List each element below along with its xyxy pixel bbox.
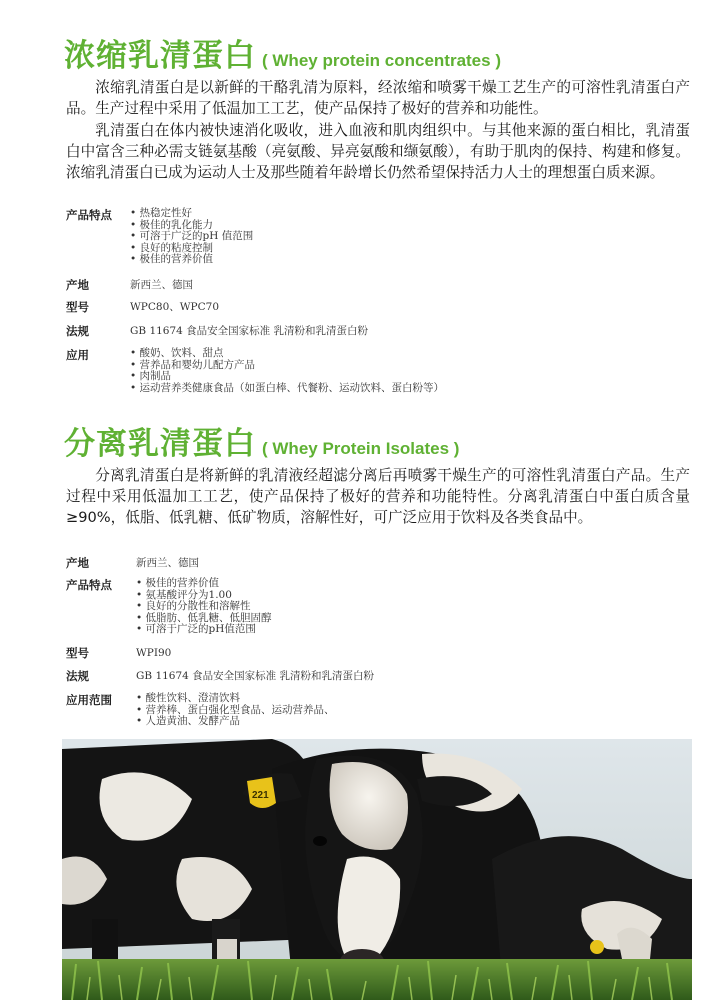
list-item: • 酸性饮料、澄清饮料 [136,693,335,705]
section2-application-row [66,693,335,728]
section1-features-row [66,208,253,266]
section1-model-value: WPC80、WPC70 [130,301,220,313]
list-item: • 肉制品 [130,371,444,383]
list-item: • 营养棒、蛋白强化型食品、运动营养品、 [136,705,335,717]
section2-paragraph: 分离乳清蛋白是将新鲜的乳清液经超滤分离后再喷雾干燥生产的可溶性乳清蛋白产品。生产过程中采用低温加工工艺，使产品保持了极好的营养和功能特性。分离乳清蛋白中蛋白质含量≥90%，低脂、低乳糖、低矿物质，溶解性好，可广泛应用于饮料及各类食品中。 [66,467,690,526]
section2-features-label: 产品特点 [66,578,112,592]
section2-application-label: 应用范围 [66,693,112,707]
list-item: • 营养品和婴幼儿配方产品 [130,360,444,372]
list-item: • 极佳的营养价值 [130,254,253,266]
section1-title-cn: 浓缩乳清蛋白 [64,38,256,74]
list-item: • 人造黄油、发酵产品 [136,716,335,728]
section1-paragraph-1: 浓缩乳清蛋白是以新鲜的干酪乳清为原料，经浓缩和喷雾干燥工艺生产的可溶性乳清蛋白产品。生产过程中采用了低温加工工艺，使产品保持了极好的营养和功能性。 [66,79,690,117]
list-item: • 可溶于广泛的pH 值范围 [130,231,253,243]
section2-regulation-label: 法规 [66,669,89,683]
list-item: • 极佳的乳化能力 [130,220,253,232]
section2-application-list [136,693,335,728]
section2-regulation-value: GB 11674 食品安全国家标准 乳清粉和乳清蛋白粉 [136,670,375,682]
section2-regulation-row [66,669,374,684]
section2-title-en: ( Whey Protein Isolates ) [262,439,460,458]
section1-origin-value: 新西兰、德国 [130,279,193,291]
section2-title-cn: 分离乳清蛋白 [64,426,256,462]
section1-origin-row [66,278,193,293]
cows-grazing-photo [62,739,692,1000]
section1-model-row [66,300,219,315]
section1-origin-label: 产地 [66,278,89,292]
section2-title [64,418,459,463]
list-item: • 氨基酸评分为1.00 [136,590,272,602]
section1-paragraph-2: 乳清蛋白在体内被快速消化吸收，进入血液和肌肉组织中。与其他来源的蛋白相比，乳清蛋白中富含三种必需支链氨基酸（亮氨酸、异亮氨酸和缬氨酸），有助于肌肉的保持、构建和修复。浓缩乳清蛋白已成为运动人士及那些随着年龄增长仍然希望保持活力人士的理想蛋白质来源。 [66,122,690,181]
list-item: • 低脂肪、低乳糖、低胆固醇 [136,613,272,625]
section2-origin-row [66,556,199,571]
section2-features-list [136,578,272,636]
section1-title [64,30,501,75]
section1-application-label: 应用 [66,348,89,362]
section2-features-row [66,578,272,636]
section1-title-en: ( Whey protein concentrates ) [262,51,501,70]
section1-model-label: 型号 [66,300,89,314]
ear-tag-number: 221 [252,790,269,801]
section1-application-row [66,348,444,394]
section1-regulation-value: GB 11674 食品安全国家标准 乳清粉和乳清蛋白粉 [130,325,369,337]
section1-features-label: 产品特点 [66,208,112,222]
list-item: • 热稳定性好 [130,208,253,220]
section2-model-value: WPI90 [136,647,172,659]
section2-origin-value: 新西兰、德国 [136,557,199,569]
list-item: • 良好的分散性和溶解性 [136,601,272,613]
list-item: • 酸奶、饮料、甜点 [130,348,444,360]
list-item: • 良好的粘度控制 [130,243,253,255]
list-item: • 运动营养类健康食品（如蛋白棒、代餐粉、运动饮料、蛋白粉等） [130,383,444,395]
section2-origin-label: 产地 [66,556,89,570]
section1-regulation-label: 法规 [66,324,89,338]
list-item: • 极佳的营养价值 [136,578,272,590]
list-item: • 可溶于广泛的pH值范围 [136,624,272,636]
section1-application-list [130,348,444,394]
section2-model-label: 型号 [66,646,89,660]
section1-features-list [130,208,253,266]
section1-regulation-row [66,324,368,339]
section2-model-row [66,646,171,661]
